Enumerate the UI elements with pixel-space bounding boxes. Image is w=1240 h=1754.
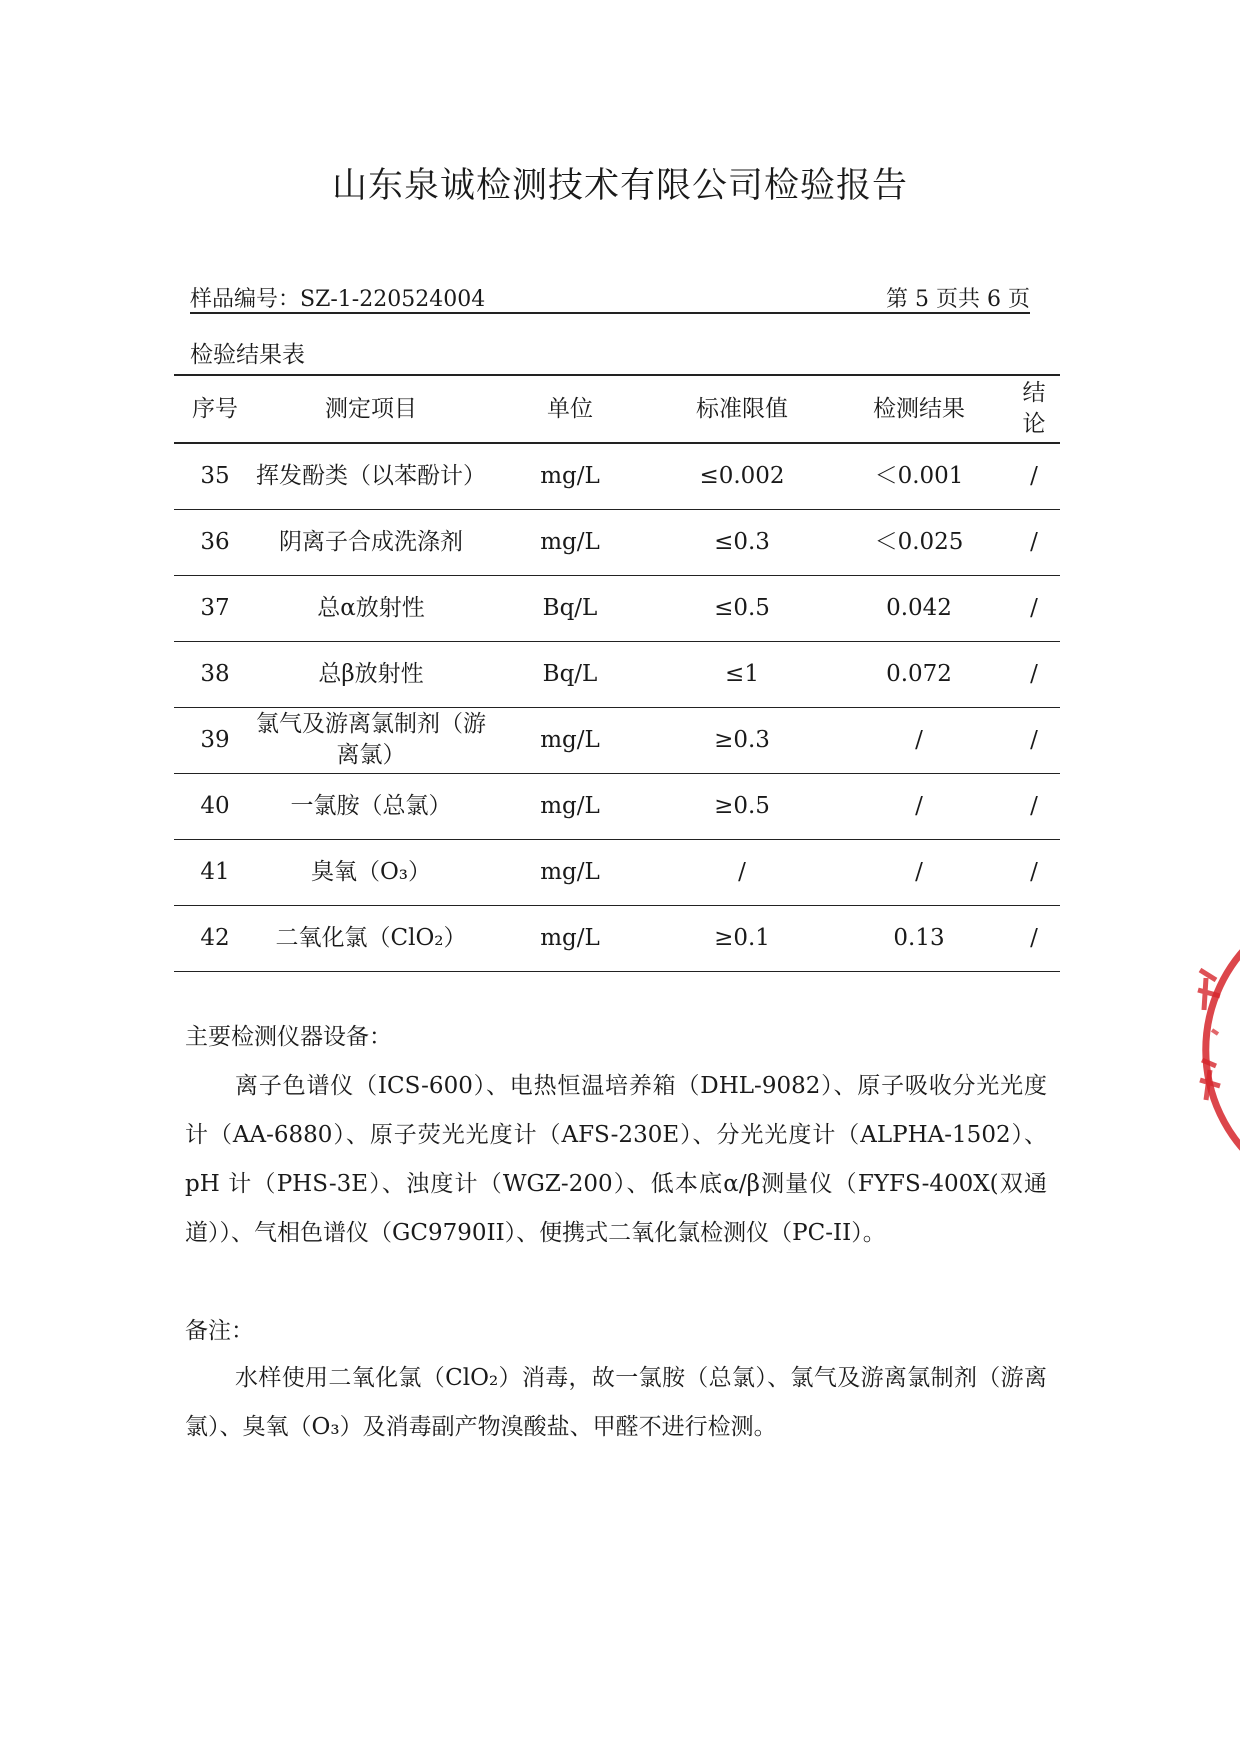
cell-unit: Bq/L [486,575,654,641]
cell-unit: mg/L [486,839,654,905]
cell-item: 臭氧（O₃） [256,839,486,905]
table-row [174,905,1060,971]
cell-item: 阴离子合成洗涤剂 [256,509,486,575]
cell-conclusion: / [1008,905,1060,971]
report-header [190,280,1030,314]
cell-limit: / [654,839,830,905]
cell-limit: ≤0.002 [654,443,830,509]
equipment-title: 主要检测仪器设备： [185,1024,392,1050]
red-seal-stamp [1176,930,1240,1170]
page-info: 第 5 页共 6 页 [886,287,1030,312]
cell-result: 0.042 [830,575,1008,641]
cell-no: 37 [174,575,256,641]
cell-conclusion: / [1008,509,1060,575]
table-row [174,773,1060,839]
cell-conclusion: / [1008,641,1060,707]
conclusion-head-line-2: 论 [1022,411,1046,437]
cell-item: 总α放射性 [256,575,486,641]
table-row [174,443,1060,509]
seal-arc [1206,938,1240,1162]
equipment-text: 离子色谱仪（ICS-600）、电热恒温培养箱（DHL-9082）、原子吸收分光光度计（AA-6880）、原子荧光光度计（AFS-230E）、分光光度计（ALPHA-1502）、pH 计（PHS-3E）、浊度计（WGZ-200）、低本底α/β测量仪（FYFS-400X(双通道））、气相色谱仪（GC9790II）、便携式二氧化氯检测仪（PC-II）。 [185,1073,1047,1246]
cell-item: 一氯胺（总氯） [256,773,486,839]
cell-unit: Bq/L [486,641,654,707]
table-row [174,707,1060,773]
cell-conclusion: / [1008,575,1060,641]
cell-unit: mg/L [486,773,654,839]
remark-text: 水样使用二氧化氯（ClO₂）消毒，故一氯胺（总氯）、氯气及游离氯制剂（游离氯）、臭氧（O₃）及消毒副产物溴酸盐、甲醛不进行检测。 [185,1365,1047,1440]
cell-no: 40 [174,773,256,839]
conclusion-head-line-1: 结 [1022,380,1046,406]
cell-limit: ≥0.5 [654,773,830,839]
report-title: 山东泉诚检测技术有限公司检验报告 [331,166,908,206]
cell-conclusion: / [1008,839,1060,905]
cell-item: 氯气及游离氯制剂（游离氯） [256,707,486,773]
cell-no: 42 [174,905,256,971]
cell-result: / [830,707,1008,773]
cell-result: / [830,839,1008,905]
col-header-no: 序号 [174,375,256,443]
cell-no: 35 [174,443,256,509]
col-header-conclusion [1008,375,1060,443]
cell-result: ＜0.001 [830,443,1008,509]
col-header-unit: 单位 [486,375,654,443]
cell-no: 36 [174,509,256,575]
cell-item: 挥发酚类（以苯酚计） [256,443,486,509]
sample-number: 样品编号：SZ-1-220524004 [190,287,486,312]
cell-conclusion: / [1008,443,1060,509]
cell-limit: ≥0.3 [654,707,830,773]
cell-unit: mg/L [486,509,654,575]
cell-result: 0.13 [830,905,1008,971]
cell-no: 38 [174,641,256,707]
cell-limit: ≤0.3 [654,509,830,575]
table-row [174,509,1060,575]
cell-result: 0.072 [830,641,1008,707]
cell-result: / [830,773,1008,839]
cell-conclusion: / [1008,707,1060,773]
table-row [174,641,1060,707]
cell-limit: ≤0.5 [654,575,830,641]
cell-no: 41 [174,839,256,905]
col-header-item: 测定项目 [256,375,486,443]
section-title: 检验结果表 [190,342,305,368]
cell-item: 二氧化氯（ClO₂） [256,905,486,971]
cell-unit: mg/L [486,707,654,773]
cell-result: ＜0.025 [830,509,1008,575]
remark-title: 备注： [185,1318,254,1344]
results-table [174,374,1060,972]
col-header-result: 检测结果 [830,375,1008,443]
table-row [174,839,1060,905]
seal-mark [1212,1030,1218,1034]
cell-unit: mg/L [486,905,654,971]
cell-item: 总β放射性 [256,641,486,707]
table-row [174,575,1060,641]
cell-conclusion: / [1008,773,1060,839]
cell-limit: ≤1 [654,641,830,707]
cell-limit: ≥0.1 [654,905,830,971]
col-header-limit: 标准限值 [654,375,830,443]
cell-no: 39 [174,707,256,773]
cell-unit: mg/L [486,443,654,509]
table-header-row [174,375,1060,443]
